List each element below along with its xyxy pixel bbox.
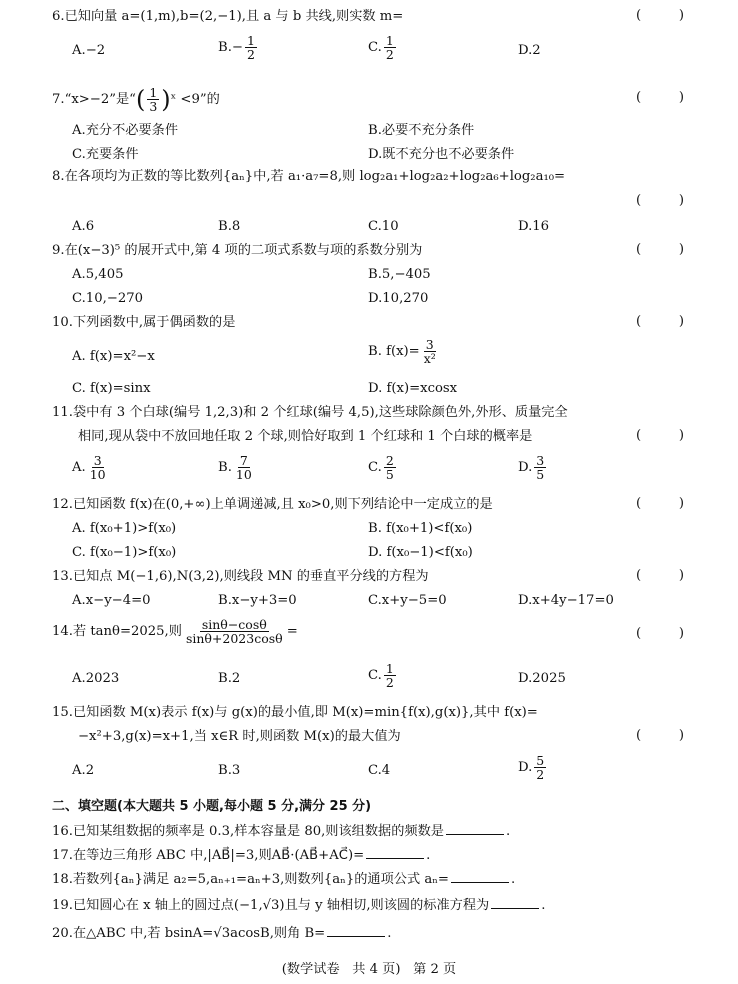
q7-answer-paren[interactable] bbox=[636, 90, 684, 105]
q14-option-b: B.2 bbox=[218, 671, 241, 686]
q10-answer-paren[interactable] bbox=[636, 314, 684, 329]
page-footer: (数学试卷 共 4 页) 第 2 页 bbox=[281, 962, 457, 977]
q8-stem: 8.在各项均为正数的等比数列{aₙ}中,若 a₁·a₇=8,则 log₂a₁+log₂a₂+log₂a₆+log₂a₁₀= bbox=[52, 169, 566, 184]
q8-option-c: C.10 bbox=[368, 219, 399, 234]
q11-option-b: B. $\frac{7}{10}$ bbox=[218, 453, 252, 483]
q6-option-c: C. $\frac{1}{2}$ bbox=[368, 33, 394, 63]
q8-option-d: D.16 bbox=[518, 219, 550, 234]
q6-answer-paren[interactable] bbox=[636, 8, 684, 23]
q9-option-b: B.5,−405 bbox=[368, 267, 431, 282]
q9-option-d: D.10,270 bbox=[368, 291, 429, 306]
q18: 18.若数列{aₙ}满足 a₂=5,aₙ₊₁=aₙ+3,则数列{aₙ}的通项公式 aₙ= . bbox=[52, 872, 516, 887]
q6-option-b: B.− $\frac{1}{2}$ bbox=[218, 33, 255, 63]
q11-option-a: A. $\frac{3}{10}$ bbox=[72, 453, 106, 483]
q14-answer-paren[interactable] bbox=[636, 626, 684, 641]
q11-stem-line2: 相同,现从袋中不放回地任取 2 个球,则恰好取到 1 个红球和 1 个白球的概率是 bbox=[78, 429, 533, 444]
q9-stem: 9.在(x−3)⁵ 的展开式中,第 4 项的二项式系数与项的系数分别为 bbox=[52, 243, 423, 258]
q14-option-d: D.2025 bbox=[518, 671, 566, 686]
q12-option-b: B. f(x₀+1)<f(x₀) bbox=[368, 521, 473, 536]
q8-option-a: A.6 bbox=[72, 219, 95, 234]
q11-stem-line1: 11.袋中有 3 个白球(编号 1,2,3)和 2 个红球(编号 4,5),这些球除颜色外,外形、质量完全 bbox=[52, 405, 568, 420]
q6-option-d: D.2 bbox=[518, 43, 541, 58]
q9-option-a: A.5,405 bbox=[72, 267, 124, 282]
q7-option-d: D.既不充分也不必要条件 bbox=[368, 147, 515, 162]
q20: 20.在△ABC 中,若 bsinA=√3acosB,则角 B= . bbox=[52, 926, 392, 941]
q11-answer-paren[interactable] bbox=[636, 428, 684, 443]
q16-answer-blank[interactable] bbox=[446, 822, 504, 835]
q6-option-a: A.−2 bbox=[72, 43, 106, 58]
q15-answer-paren[interactable] bbox=[636, 728, 684, 743]
q12-option-d: D. f(x₀−1)<f(x₀) bbox=[368, 545, 473, 560]
q19: 19.已知圆心在 x 轴上的圆过点(−1,√3)且与 y 轴相切,则该圆的标准方程为 . bbox=[52, 898, 546, 913]
q18-answer-blank[interactable] bbox=[451, 870, 509, 883]
q14-stem: 14.若 tanθ=2025,则 $\frac{\sin\theta-\cos\theta}{\sin\theta+2023\cos\theta}$ = bbox=[52, 617, 298, 647]
q10-option-d: D. f(x)=xcosx bbox=[368, 381, 458, 396]
q8-answer-paren[interactable] bbox=[636, 193, 684, 208]
q12-stem: 12.已知函数 f(x)在(0,+∞)上单调递减,且 x₀>0,则下列结论中一定成立的是 bbox=[52, 497, 493, 512]
q11-option-d: D. $\frac{3}{5}$ bbox=[518, 453, 545, 483]
q13-stem: 13.已知点 M(−1,6),N(3,2),则线段 MN 的垂直平分线的方程为 bbox=[52, 569, 429, 584]
q13-option-c: C.x+y−5=0 bbox=[368, 593, 447, 608]
q9-option-c: C.10,−270 bbox=[72, 291, 144, 306]
q17: 17.在等边三角形 ABC 中,|AB⃗|=3,则AB⃗·(AB⃗+AC⃗)= . bbox=[52, 848, 431, 863]
q10-stem: 10.下列函数中,属于偶函数的是 bbox=[52, 315, 236, 330]
q15-option-d: D. $\frac{5}{2}$ bbox=[518, 753, 545, 783]
q12-option-a: A. f(x₀+1)>f(x₀) bbox=[72, 521, 177, 536]
q13-answer-paren[interactable] bbox=[636, 568, 684, 583]
q13-option-a: A.x−y−4=0 bbox=[72, 593, 151, 608]
q19-answer-blank[interactable] bbox=[491, 896, 539, 909]
q12-answer-paren[interactable] bbox=[636, 496, 684, 511]
q15-option-c: C.4 bbox=[368, 763, 391, 778]
q6-stem: 6.已知向量 a=(1,m),b=(2,−1),且 a 与 b 共线,则实数 m= bbox=[52, 9, 404, 24]
q7-option-a: A.充分不必要条件 bbox=[72, 123, 179, 138]
q10-option-b: B. f(x)= $\frac{3}{\text{x²}}$ bbox=[368, 337, 436, 367]
q14-option-c: C. $\frac{1}{2}$ bbox=[368, 661, 394, 691]
section-2-heading: 二、填空题(本大题共 5 小题,每小题 5 分,满分 25 分) bbox=[52, 799, 372, 814]
q9-answer-paren[interactable] bbox=[636, 242, 684, 257]
q7-stem: 7.“x>−2”是“( $\frac{1}{3}$ )ˣ <9”的 bbox=[52, 85, 220, 115]
q16: 16.已知某组数据的频率是 0.3,样本容量是 80,则该组数据的频数是 . bbox=[52, 824, 511, 839]
q10-option-c: C. f(x)=sinx bbox=[72, 381, 151, 396]
q15-option-a: A.2 bbox=[72, 763, 95, 778]
q7-option-c: C.充要条件 bbox=[72, 147, 139, 162]
q8-option-b: B.8 bbox=[218, 219, 241, 234]
q15-stem-line1: 15.已知函数 M(x)表示 f(x)与 g(x)的最小值,即 M(x)=min{f(x),g(x)},其中 f(x)= bbox=[52, 705, 538, 720]
q14-option-a: A.2023 bbox=[72, 671, 120, 686]
q10-option-a: A. f(x)=x²−x bbox=[72, 349, 155, 364]
q13-option-d: D.x+4y−17=0 bbox=[518, 593, 614, 608]
q12-option-c: C. f(x₀−1)>f(x₀) bbox=[72, 545, 177, 560]
q11-option-c: C. $\frac{2}{5}$ bbox=[368, 453, 394, 483]
q20-answer-blank[interactable] bbox=[327, 924, 385, 937]
q17-answer-blank[interactable] bbox=[366, 846, 424, 859]
q13-option-b: B.x−y+3=0 bbox=[218, 593, 297, 608]
q7-option-b: B.必要不充分条件 bbox=[368, 123, 475, 138]
q15-stem-line2: −x²+3,g(x)=x+1,当 x∈R 时,则函数 M(x)的最大值为 bbox=[78, 729, 401, 744]
q15-option-b: B.3 bbox=[218, 763, 241, 778]
